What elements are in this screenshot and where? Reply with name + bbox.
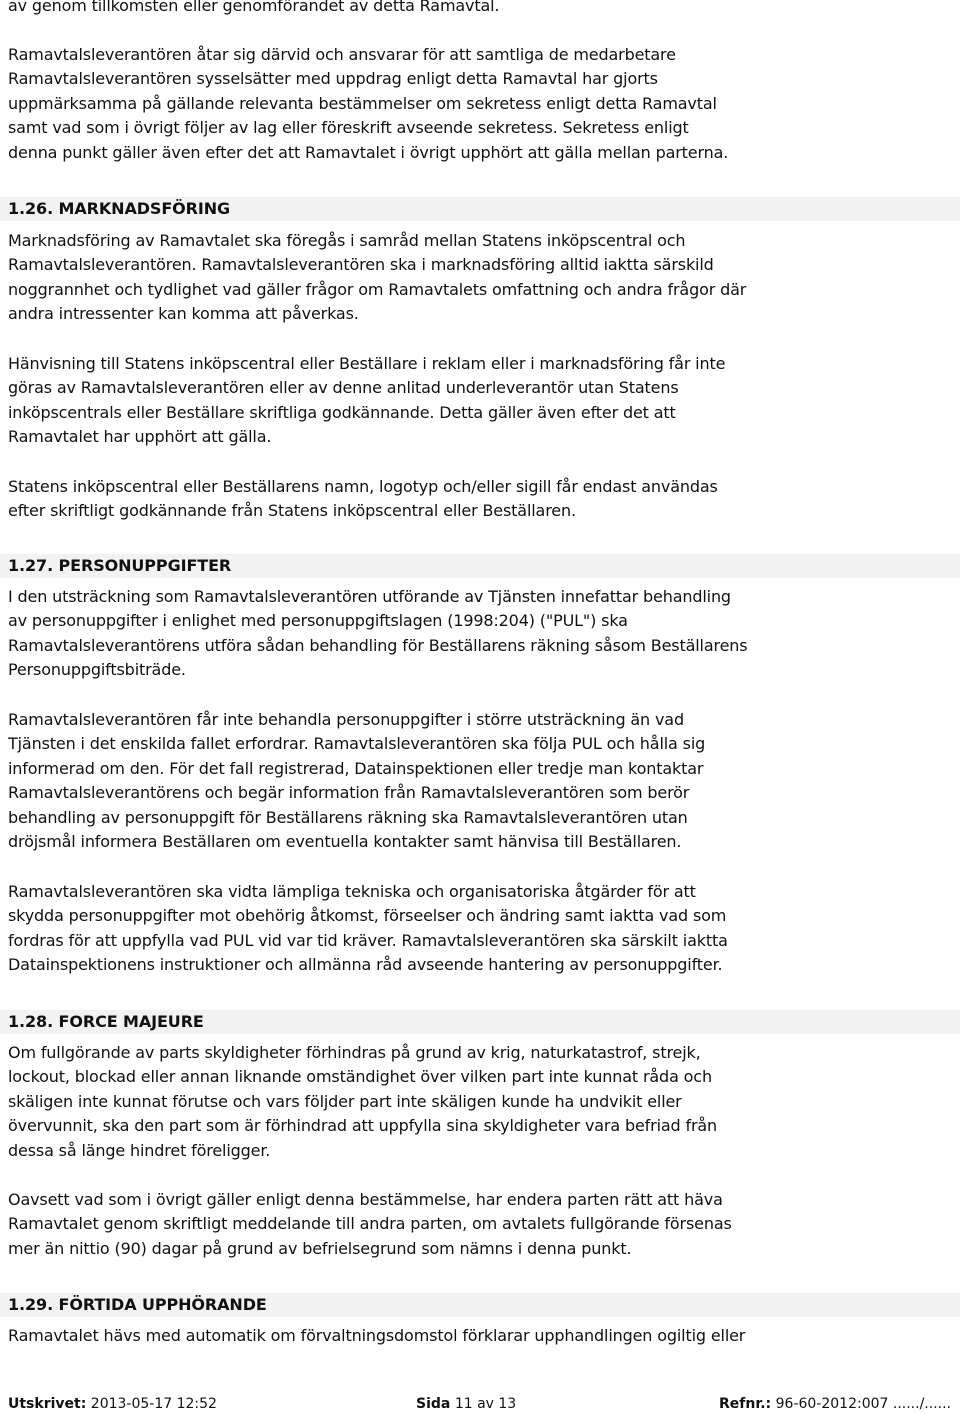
paragraph-line: behandling av personuppgift för Beställarens räkning ska Ramavtalsleverantören utan bbox=[8, 807, 688, 827]
paragraph-line: Ramavtalsleverantören sysselsätter med uppdrag enligt detta Ramavtal har gjorts bbox=[8, 69, 658, 89]
page-number bbox=[416, 1394, 516, 1414]
section-heading-force-majeure: 1.28. FORCE MAJEURE bbox=[0, 1010, 960, 1034]
section-heading-fortida-upphorande: 1.29. FÖRTIDA UPPHÖRANDE bbox=[0, 1293, 960, 1317]
personuppgifter-paragraph-2 bbox=[8, 708, 705, 854]
personuppgifter-paragraph-3 bbox=[8, 880, 728, 978]
paragraph-line: Personuppgiftsbiträde. bbox=[8, 660, 186, 680]
paragraph-line: uppmärksamma på gällande relevanta bestämmelser om sekretess enligt detta Ramavtal bbox=[8, 93, 717, 113]
paragraph-line: Ramavtalsleverantören. Ramavtalsleverantören ska i marknadsföring alltid iaktta särskild bbox=[8, 255, 714, 275]
personuppgifter-paragraph-1 bbox=[8, 585, 747, 683]
section-heading-marknadsforing: 1.26. MARKNADSFÖRING bbox=[0, 197, 960, 221]
marknadsforing-paragraph-2 bbox=[8, 352, 725, 450]
paragraph-line: Ramavtalsleverantören ska vidta lämpliga tekniska och organisatoriska åtgärder för att bbox=[8, 882, 696, 901]
paragraph-line: inköpscentrals eller Beställare skriftliga godkännande. Detta gäller även efter det att bbox=[8, 402, 676, 422]
paragraph-line: andra intressenter kan komma att påverkas. bbox=[8, 304, 359, 324]
paragraph-line: samt vad som i övrigt följer av lag eller föreskrift avseende sekretess. Sekretess enligt bbox=[8, 118, 689, 138]
paragraph-line: informerad om den. För det fall registrerad, Datainspektionen eller tredje man kontaktar bbox=[8, 758, 704, 778]
paragraph-line: Ramavtalet genom skriftligt meddelande till andra parten, om avtalets fullgörande försenas bbox=[8, 1214, 732, 1234]
paragraph-line: Ramavtalet har upphört att gälla. bbox=[8, 427, 272, 447]
paragraph-line: Oavsett vad som i övrigt gäller enligt denna bestämmelse, har endera parten rätt att häva bbox=[8, 1190, 723, 1209]
marknadsforing-paragraph-3 bbox=[8, 475, 718, 524]
paragraph-line: av genom tillkomsten eller genomförandet av detta Ramavtal. bbox=[8, 0, 500, 15]
ref-value: 96-60-2012:007 ....../...... bbox=[775, 1396, 951, 1412]
paragraph-line: skydda personuppgifter mot obehörig åtkomst, förseelser och ändring samt iaktta vad som bbox=[8, 906, 727, 926]
paragraph-line: Ramavtalsleverantören åtar sig därvid och ansvarar för att samtliga de medarbetare bbox=[8, 45, 676, 64]
paragraph-line: mer än nittio (90) dagar på grund av befrielsegrund som nämns i denna punkt. bbox=[8, 1238, 632, 1258]
marknadsforing-paragraph-1 bbox=[8, 229, 746, 327]
paragraph-line: Datainspektionens instruktioner och allmänna råd avseende hantering av personuppgifter. bbox=[8, 955, 723, 975]
paragraph-line: Statens inköpscentral eller Beställarens namn, logotyp och/eller sigill får endast användas bbox=[8, 477, 718, 496]
force-majeure-paragraph-2 bbox=[8, 1188, 732, 1261]
paragraph-line: I den utsträckning som Ramavtalsleverantören utförande av Tjänsten innefattar behandling bbox=[8, 587, 731, 606]
reference-number bbox=[719, 1394, 951, 1414]
intro-paragraph bbox=[8, 0, 499, 18]
page-value: 11 av 13 bbox=[454, 1396, 517, 1412]
section-heading-personuppgifter: 1.27. PERSONUPPGIFTER bbox=[0, 554, 960, 578]
paragraph-line: Ramavtalet hävs med automatik om förvaltningsdomstol förklarar upphandlingen ogiltig eller bbox=[8, 1326, 746, 1345]
paragraph-line: Tjänsten i det enskilda fallet erfordrar. Ramavtalsleverantören ska följa PUL och hålla sig bbox=[8, 734, 706, 754]
paragraph-line: skäligen inte kunnat förutse och vars följder part inte skäligen kunde ha undvikit eller bbox=[8, 1091, 682, 1111]
paragraph-line: övervunnit, ska den part som är förhindrad att uppfylla sina skyldigheter vara befriad från bbox=[8, 1116, 718, 1136]
paragraph-line: Hänvisning till Statens inköpscentral eller Beställare i reklam eller i marknadsföring får inte bbox=[8, 354, 726, 373]
paragraph-line: Om fullgörande av parts skyldigheter förhindras på grund av krig, naturkatastrof, strejk, bbox=[8, 1043, 701, 1062]
paragraph-line: noggrannhet och tydlighet vad gäller frågor om Ramavtalets omfattning och andra frågor där bbox=[8, 279, 747, 299]
paragraph-line: av personuppgifter i enlighet med personuppgiftslagen (1998:204) ("PUL") ska bbox=[8, 611, 628, 631]
printed-value: 2013-05-17 12:52 bbox=[90, 1396, 217, 1412]
page-label: Sida bbox=[416, 1396, 451, 1412]
force-majeure-paragraph-1 bbox=[8, 1041, 717, 1163]
printed-label: Utskrivet: bbox=[8, 1396, 87, 1412]
printed-date bbox=[8, 1394, 217, 1414]
paragraph-line: efter skriftligt godkännande från Statens inköpscentral eller Beställaren. bbox=[8, 501, 576, 521]
paragraph-line: Ramavtalsleverantören får inte behandla personuppgifter i större utsträckning än vad bbox=[8, 710, 684, 729]
ref-label: Refnr.: bbox=[719, 1396, 772, 1412]
fortida-upphorande-paragraph-1 bbox=[8, 1324, 745, 1348]
page-footer bbox=[8, 1394, 960, 1414]
paragraph-line: göras av Ramavtalsleverantören eller av denne anlitad underleverantör utan Statens bbox=[8, 378, 679, 398]
paragraph-line: Ramavtalsleverantörens utföra sådan behandling för Beställarens räkning såsom Beställarens bbox=[8, 635, 748, 655]
paragraph-line: Marknadsföring av Ramavtalet ska föregås i samråd mellan Statens inköpscentral och bbox=[8, 231, 686, 250]
sekretess-paragraph bbox=[8, 43, 728, 165]
paragraph-line: denna punkt gäller även efter det att Ramavtalet i övrigt upphört att gälla mellan parterna. bbox=[8, 142, 729, 162]
paragraph-line: Ramavtalsleverantörens och begär information från Ramavtalsleverantören som berör bbox=[8, 783, 690, 803]
paragraph-line: dessa så länge hindret föreligger. bbox=[8, 1140, 271, 1160]
paragraph-line: dröjsmål informera Beställaren om eventuella kontakter samt hänvisa till Beställaren. bbox=[8, 832, 682, 852]
paragraph-line: lockout, blockad eller annan liknande omständighet över vilken part inte kunnat råda och bbox=[8, 1067, 712, 1087]
paragraph-line: fordras för att uppfylla vad PUL vid var tid kräver. Ramavtalsleverantören ska särskilt iaktta bbox=[8, 930, 728, 950]
